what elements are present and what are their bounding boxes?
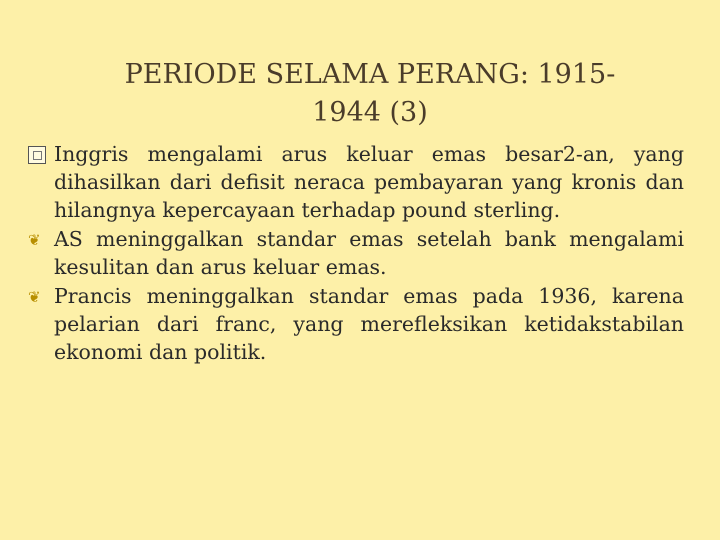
bullet-list [28, 140, 684, 367]
box-bullet-icon [28, 146, 46, 164]
bullet-item-as [28, 225, 684, 281]
bullet-text: Prancis meninggalkan standar emas pada 1936, karena pelarian dari franc, yang merefleksikan ketidakstabilan ekonomi dan politik. [54, 284, 684, 364]
leaf-bullet-icon: ❦ [28, 288, 41, 306]
slide-title-line-1: PERIODE SELAMA PERANG: 1915- [124, 59, 616, 90]
bullet-text: Inggris mengalami arus keluar emas besar2-an, yang dihasilkan dari defisit neraca pembayaran yang kronis dan hilangnya kepercayaan terhadap pound sterling. [54, 142, 684, 222]
slide-title-line-2: 1944 (3) [312, 97, 428, 128]
bullet-text: AS meninggalkan standar emas setelah bank mengalami kesulitan dan arus keluar emas. [54, 227, 684, 279]
leaf-bullet-icon: ❦ [28, 231, 41, 249]
slide-title [70, 56, 670, 132]
bullet-item-inggris [28, 140, 684, 224]
bullet-item-prancis [28, 282, 684, 366]
